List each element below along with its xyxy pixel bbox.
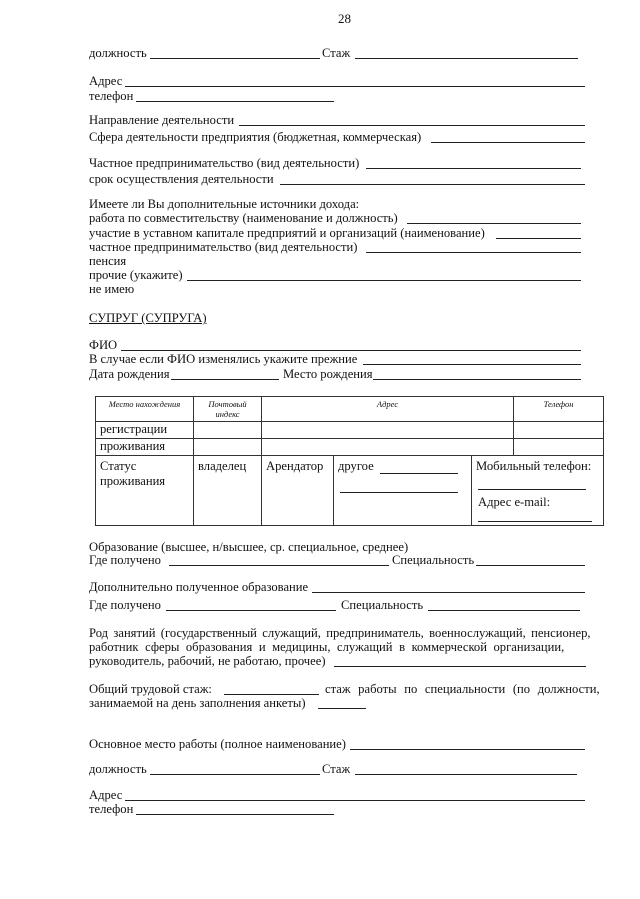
table-row — [96, 422, 604, 439]
header-phone: Телефон — [514, 397, 604, 422]
address-label: Адрес — [89, 74, 123, 88]
experience2-field[interactable] — [355, 774, 577, 775]
speciality-experience-label: стаж работы по специальности (по должности, — [325, 682, 600, 696]
address2-field[interactable] — [125, 800, 585, 801]
experience-label: Стаж — [322, 46, 351, 60]
postcode-cell[interactable] — [194, 439, 262, 456]
occupation-line-1: Род занятий (государственный служащий, предприниматель, военнослужащий, пенсионер, — [89, 626, 591, 640]
address-cell[interactable] — [262, 422, 514, 439]
other-field[interactable] — [380, 473, 458, 474]
mobile-label: Мобильный телефон: — [476, 459, 592, 473]
activity-direction-label: Направление деятельности — [89, 113, 235, 127]
birth-place-label: Место рождения — [283, 367, 373, 381]
status-label: Статус проживания — [96, 456, 194, 526]
row-label: проживания — [96, 439, 194, 456]
main-work-field[interactable] — [350, 749, 585, 750]
table-row — [96, 439, 604, 456]
header-address: Адрес — [262, 397, 514, 422]
part-time-field[interactable] — [407, 223, 581, 224]
position-label: должность — [89, 46, 147, 60]
phone-label: телефон — [89, 89, 134, 103]
phone-cell[interactable] — [514, 439, 604, 456]
extra-income-item: участие в уставном капитале предприятий и организаций (наименование) — [89, 226, 485, 240]
prev-fio-field[interactable] — [363, 364, 581, 365]
extra-income-item: прочие (укажите) — [89, 268, 183, 282]
postcode-cell[interactable] — [194, 422, 262, 439]
other-field-2[interactable] — [340, 492, 458, 493]
additional-education-label: Дополнительно полученное образование — [89, 580, 309, 594]
speciality-label: Специальность — [392, 553, 475, 567]
spouse-heading: СУПРУГ (СУПРУГА) — [89, 311, 207, 325]
birth-place-field[interactable] — [373, 379, 581, 380]
occupation-field[interactable] — [334, 666, 586, 667]
speciality-experience-field[interactable] — [318, 708, 366, 709]
duration-field[interactable] — [280, 184, 585, 185]
address-cell[interactable] — [262, 439, 514, 456]
speciality2-label: Специальность — [341, 598, 424, 612]
activity-direction-field[interactable] — [239, 125, 585, 126]
birth-date-field[interactable] — [171, 379, 279, 380]
other-label: другое — [338, 459, 374, 473]
row-label: регистрации — [96, 422, 194, 439]
total-experience-label: Общий трудовой стаж: — [89, 682, 212, 696]
enterprise-sphere-field[interactable] — [431, 142, 585, 143]
birth-date-label: Дата рождения — [89, 367, 170, 381]
contact-cell — [472, 456, 604, 526]
position2-field[interactable] — [150, 774, 320, 775]
extra-income-question: Имеете ли Вы дополнительные источники дохода: — [89, 197, 360, 211]
table-row — [96, 456, 604, 526]
additional-education-field[interactable] — [312, 592, 585, 593]
other-option[interactable] — [334, 456, 472, 526]
email-field[interactable] — [478, 521, 592, 522]
enterprise-sphere-label: Сфера деятельности предприятия (бюджетная, коммерческая) — [89, 130, 422, 144]
extra-income-item: работа по совместительству (наименование и должность) — [89, 211, 398, 225]
where2-label: Где получено — [89, 598, 161, 612]
where-label: Где получено — [89, 553, 161, 567]
position2-label: должность — [89, 762, 147, 776]
page-number: 28 — [338, 11, 351, 26]
private-business-field[interactable] — [366, 168, 581, 169]
mobile-field[interactable] — [478, 489, 586, 490]
tenant-option[interactable]: Арендатор — [262, 456, 334, 526]
residence-table — [95, 396, 604, 526]
extra-income-item: пенсия — [89, 254, 127, 268]
header-postcode: Почтовый индекс — [194, 397, 262, 422]
header-location: Место нахождения — [96, 397, 194, 422]
extra-income-item: не имею — [89, 282, 135, 296]
phone-cell[interactable] — [514, 422, 604, 439]
phone-field[interactable] — [136, 101, 334, 102]
experience-field[interactable] — [355, 58, 578, 59]
prev-fio-label: В случае если ФИО изменялись укажите прежние — [89, 352, 358, 366]
where-field[interactable] — [169, 565, 389, 566]
speciality2-field[interactable] — [428, 610, 580, 611]
entrepreneur-field[interactable] — [366, 252, 581, 253]
fio-field[interactable] — [121, 350, 581, 351]
occupation-line-2: работник сферы образования и медицины, служащий в коммерческой организации, — [89, 640, 565, 654]
email-label: Адрес e-mail: — [478, 495, 551, 509]
experience-line-2: занимаемой на день заполнения анкеты) — [89, 696, 306, 710]
main-work-label: Основное место работы (полное наименование) — [89, 737, 346, 751]
owner-option[interactable]: владелец — [194, 456, 262, 526]
extra-income-item: частное предпринимательство (вид деятельности) — [89, 240, 358, 254]
address2-label: Адрес — [89, 788, 123, 802]
position-field[interactable] — [150, 58, 320, 59]
address-field[interactable] — [125, 86, 585, 87]
private-business-label: Частное предпринимательство (вид деятельности) — [89, 156, 360, 170]
phone2-label: телефон — [89, 802, 134, 816]
duration-label: срок осуществления деятельности — [89, 172, 274, 186]
capital-share-field[interactable] — [496, 238, 581, 239]
total-experience-field[interactable] — [224, 694, 319, 695]
fio-label: ФИО — [89, 338, 118, 352]
where2-field[interactable] — [166, 610, 336, 611]
experience2-label: Стаж — [322, 762, 351, 776]
phone2-field[interactable] — [136, 814, 334, 815]
other-income-field[interactable] — [187, 280, 581, 281]
education-label: Образование (высшее, н/высшее, ср. специальное, среднее) — [89, 540, 409, 554]
occupation-line-3: руководитель, рабочий, не работаю, прочее) — [89, 654, 326, 668]
speciality-field[interactable] — [476, 565, 585, 566]
